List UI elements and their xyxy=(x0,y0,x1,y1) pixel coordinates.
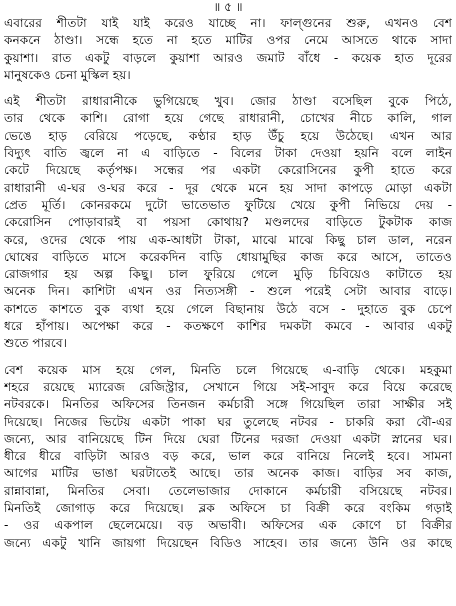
text-line: কেটে দিয়েছে কর্তৃপক্ষ। সন্ধের পর একটা কেরোসিনের কুপী হাতে করে xyxy=(4,163,452,178)
text-line: অনেক দিন। কাশিটা এখন ওর নিত্যসঙ্গী - শুলে পরেই সেটা আবার বাড়ে। xyxy=(4,284,452,299)
text-line: মানুষকেও চেনা মুস্কিল হয়। xyxy=(4,67,131,82)
text-line: প্রেত মূর্তি। কোনরকমে দুটো ভাতেভাত ফুটিয়ে খেয়ে কুপী নিভিয়ে দেয় - xyxy=(4,197,452,212)
text-line: এই শীতটা রাধারানীকে ভুগিয়েছে খুব। জোর ঠাণ্ডা বসেছিল বুকে পিঠে, xyxy=(4,94,452,109)
text-line: দিয়েছে। নিজের ভিটেয় একটা পাকা ঘর তুলেছে নটবর - চাকরি করা বৌ-এর xyxy=(4,414,452,429)
text-line: জন্যে, আর বানিয়েছে টিন দিয়ে ঘেরা টিনের দরজা দেওয়া একটা স্নানের ঘর। xyxy=(4,431,452,446)
text-line: কনকনে ঠাণ্ডা। সন্ধে হতে না হতে মাটির ওপর নেমে আসতে থাকে সাদা xyxy=(4,33,452,48)
text-line: বেশ কয়েক মাস হয়ে গেল, মিনতি চলে গিয়েছে এ-বাড়ি থেকে। মহকুমা xyxy=(4,362,452,377)
text-line: - ওর একপাল ছেলেমেয়ে। বড় অভাবী। অফিসের এক কোণে চা বিক্রীর xyxy=(4,518,452,533)
text-line: কেরোসিন পোড়াবারই বা পয়সা কোথায়? মণ্ডলদের বাড়িতে টুকটাক কাজ xyxy=(4,215,452,230)
paragraph xyxy=(4,362,452,552)
paragraph-gap xyxy=(4,353,452,362)
paragraph xyxy=(4,15,452,84)
text-line: ঘোষের বাড়িতে মাসে করেকদিন বাড়ি ধোয়ামুছির কাজ করে আসে, তাতেও xyxy=(4,249,452,264)
text-line: শুতে পারবে। xyxy=(4,336,67,351)
text-line: বিদ্যুৎ বাতি জ্বলে না এ বাড়িতে - বিলের টাকা দেওয়া হয়নি বলে লাইন xyxy=(4,146,452,161)
text-line: আগের মাটির ভাঙা ঘরটাতেই আছে। তার অনেক কাজ। বাড়ির সব কাজ, xyxy=(4,466,452,481)
text-line: নটবরকে। মিনতির অফিসের তিনজন কর্মচারী সঙ্গে গিয়েছিল তারা সাক্ষীর সই xyxy=(4,397,452,412)
text-line: জন্যে একটু খানি জায়গা দিয়েছেন বিডিও সাহেব। তার জন্যে উনি ওর কাছে xyxy=(4,535,452,550)
text-line: কাশতে কাশতে বুক ব্যথা হয়ে গেলে বিছানায় উঠে বসে - দুহাতে বুক চেপে xyxy=(4,301,452,316)
text-line: শহরে রয়েছে ম্যারেজ রেজিস্ট্রার, সেখানে গিয়ে সই-সাবুদ করে বিয়ে করেছে xyxy=(4,379,452,394)
text-line: মিনতিই জোগাড় করে দিয়েছে। ব্লক অফিসে চা বিক্রী করে বংকিম গড়াই xyxy=(4,501,452,516)
text-line: এবারের শীতটা যাই যাই করেও যাচ্ছে না। ফাল্গুনের শুরু, এখনও বেশ xyxy=(4,16,452,30)
text-line: করে, ওদের থেকে পায় এক-আধটা টাকা, মাঝে মাঝে কিছু চাল ডাল, নরেন xyxy=(4,232,452,247)
text-line: ভেঙে হাড় বেরিয়ে পড়েছে, কণ্ঠার হাড় উঁচু হয়ে উঠেছে। এখন আর xyxy=(4,128,452,143)
text-line: রোজগার হয় অল্প কিছু। চাল ফুরিয়ে গেলে মুড়ি চিবিয়েও কাটাতে হয় xyxy=(4,267,452,282)
text-line: তার থেকে কাশি। রোগা হয়ে গেছে রাধারানী, চোখের নীচে কালি, গাল xyxy=(4,111,452,126)
text-line: রাধারানী এ-ঘর ও-ঘর করে - দূর থেকে মনে হয় সাদা কাপড়ে মোড়া একটা xyxy=(4,180,452,195)
document-body xyxy=(4,15,452,552)
paragraph xyxy=(4,93,452,352)
text-line: ধীরে ধীরে বাড়িটা আরও বড় করে, ভাল করে বানিয়ে নিলেই হবে। সামনা xyxy=(4,449,452,464)
text-line: ধরে হাঁপায়। অপেক্ষা করে - কতক্ষণে কাশির দমকটা কমবে - আবার একটু xyxy=(4,319,452,334)
page-number: ॥ ৫ ॥ xyxy=(213,0,243,14)
paragraph-gap xyxy=(4,84,452,93)
text-line: কুয়াশা। রাত একটু বাড়লে কুয়াশা আরও জমাট বাঁধে - কয়েক হাত দূরের xyxy=(4,50,452,65)
text-line: রান্নাবান্না, মিনতির সেবা। তেলেভাজার দোকানে কর্মচারী বসিয়েছে নটবর। xyxy=(4,483,452,498)
